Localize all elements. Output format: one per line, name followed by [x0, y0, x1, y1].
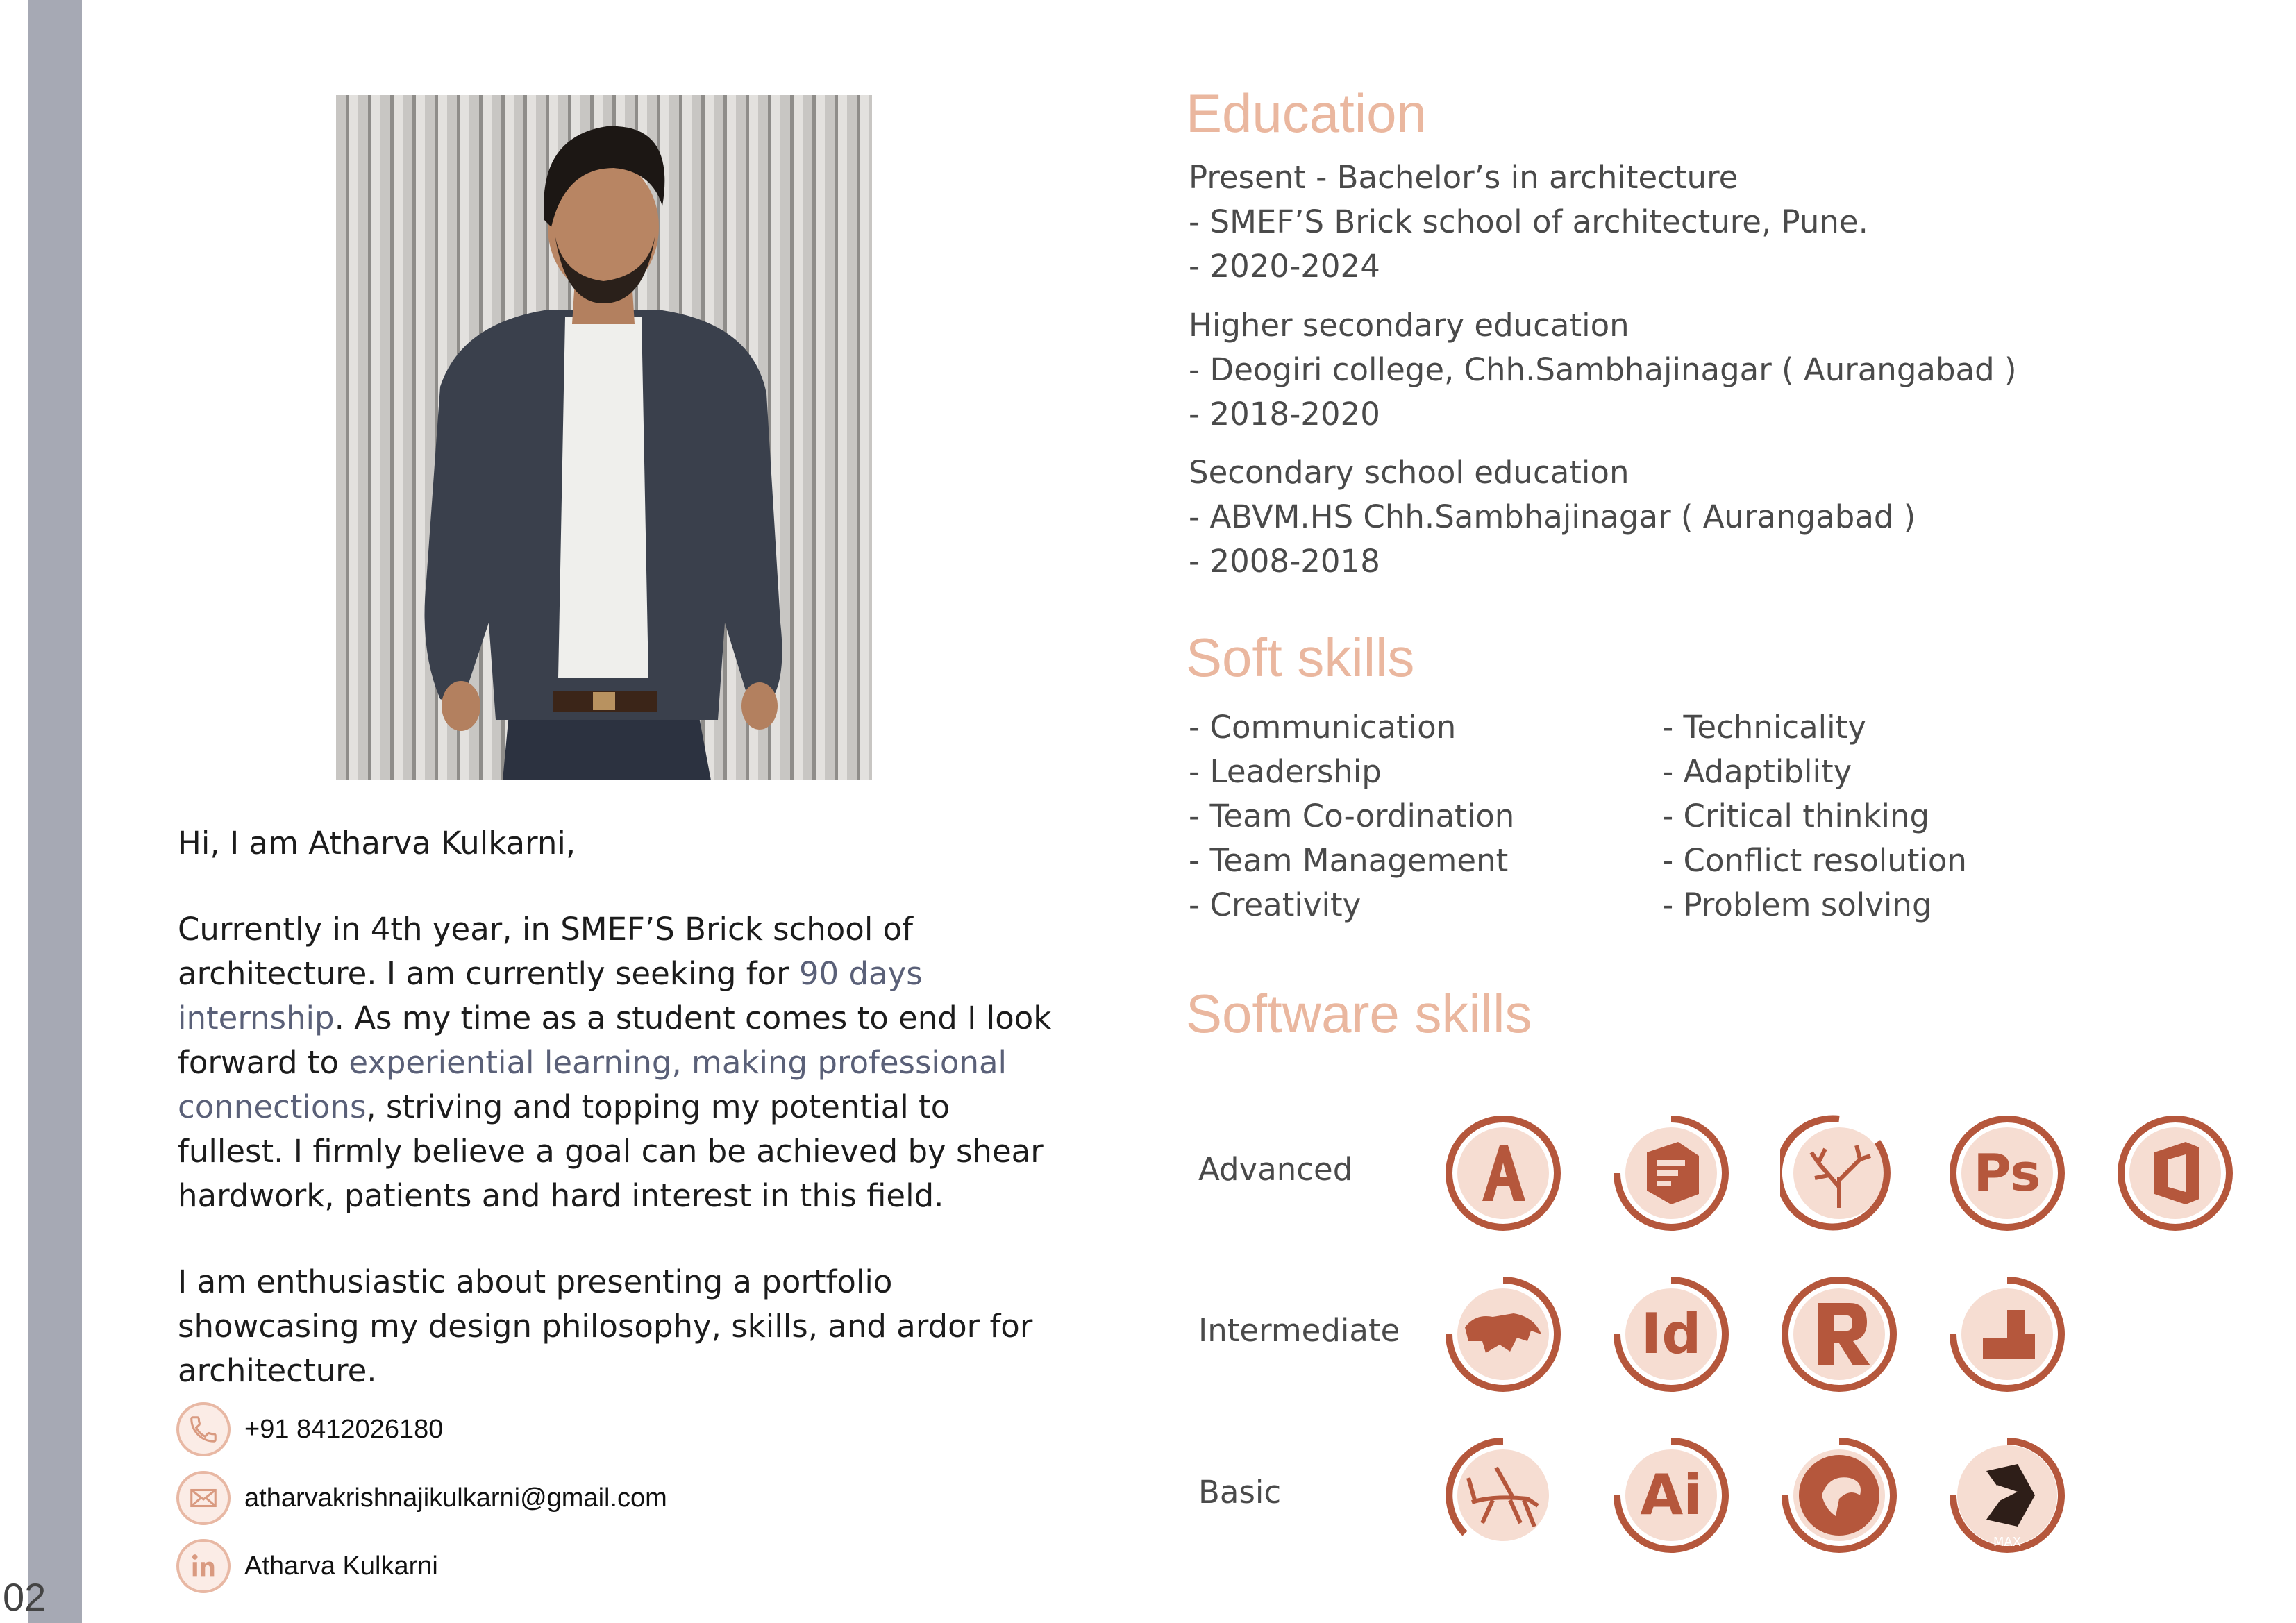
contact-phone[interactable] — [176, 1400, 443, 1458]
svg-text:Id: Id — [1641, 1302, 1702, 1366]
list-item: - Conflict resolution — [1662, 842, 1967, 879]
highlight-internship: 90 days internship — [178, 955, 923, 1036]
list-item: - Creativity — [1189, 886, 1361, 923]
list-item: - Team Management — [1189, 842, 1509, 879]
list-item: - Technicality — [1662, 709, 1866, 746]
page-number: 02 — [3, 1575, 47, 1619]
soft-skills-heading: Soft skills — [1186, 627, 1415, 688]
mail-icon — [176, 1471, 231, 1525]
level-basic: Basic — [1198, 1474, 1282, 1511]
lumion-icon — [1780, 1114, 1898, 1232]
portrait-illustration — [336, 95, 872, 780]
highlight-learning: experiential learning, making professional connections — [178, 1044, 1007, 1125]
svg-text:Ai: Ai — [1640, 1463, 1702, 1527]
sidebar-bar — [28, 0, 82, 1623]
greeting-text: Hi, I am Atharva Kulkarni, — [178, 825, 576, 861]
autocad-icon — [1444, 1114, 1562, 1232]
list-item: - Problem solving — [1662, 886, 1932, 923]
list-item: - Leadership — [1189, 753, 1382, 790]
list-item: - Critical thinking — [1662, 798, 1930, 834]
education-heading: Education — [1186, 83, 1427, 144]
contact-email[interactable] — [176, 1469, 667, 1527]
intro-greeting — [178, 821, 1053, 866]
indesign-icon — [1612, 1275, 1730, 1393]
illustrator-icon — [1612, 1436, 1730, 1554]
revit-icon — [1780, 1275, 1898, 1393]
3dsmax-icon — [1948, 1436, 2066, 1554]
linkedin-icon — [176, 1539, 231, 1593]
level-intermediate: Intermediate — [1198, 1312, 1400, 1349]
email-address: atharvakrishnajikulkarni@gmail.com — [244, 1483, 667, 1513]
education-entry-1: Present - Bachelor’s in architecture - SMEF’S Brick school of architecture, Pune. - 2020-2024 — [1189, 159, 1868, 285]
intro-paragraph-1: Currently in 4th year, in SMEF’S Brick school of architecture. I am currently seeking for 90 days internship. As my time as a student comes to end I look forward to experiential learning, making professional connections, striving and topping my potential to fullest. I firmly believe a goal can be achieved by shear hardwork, patients and hard interest in this field. — [178, 911, 1052, 1214]
vray-icon — [1780, 1436, 1898, 1554]
intro-paragraph-2: I am enthusiastic about presenting a portfolio showcasing my design philosophy, skills, and ardor for architecture. — [178, 1263, 1033, 1389]
phone-icon — [176, 1402, 231, 1456]
photoshop-icon — [1948, 1114, 2066, 1232]
svg-text:Ps: Ps — [1973, 1143, 2041, 1203]
phone-number: +91 8412026180 — [244, 1414, 444, 1444]
list-item: - Team Co-ordination — [1189, 798, 1515, 834]
enscape-icon — [1948, 1275, 2066, 1393]
svg-text:MAX: MAX — [1993, 1535, 2022, 1549]
soft-skills-left — [1189, 705, 1514, 927]
rhino-icon — [1444, 1275, 1562, 1393]
level-advanced: Advanced — [1198, 1151, 1353, 1188]
education-entry-2: Higher secondary education - Deogiri college, Chh.Sambhajinagar ( Aurangabad ) - 2018-2020 — [1189, 307, 2017, 432]
grasshopper-icon — [1444, 1436, 1562, 1554]
sketchup-icon — [1612, 1114, 1730, 1232]
profile-photo — [336, 95, 872, 780]
linkedin-name: Atharva Kulkarni — [244, 1551, 438, 1581]
list-item: - Communication — [1189, 709, 1457, 746]
office-icon — [2116, 1114, 2234, 1232]
list-item: - Adaptiblity — [1662, 753, 1852, 790]
contact-linkedin[interactable] — [176, 1537, 438, 1595]
education-entry-3: Secondary school education - ABVM.HS Chh.Sambhajinagar ( Aurangabad ) - 2008-2018 — [1189, 454, 1916, 580]
soft-skills-right — [1662, 705, 1967, 927]
software-skills-heading: Software skills — [1186, 983, 1532, 1044]
